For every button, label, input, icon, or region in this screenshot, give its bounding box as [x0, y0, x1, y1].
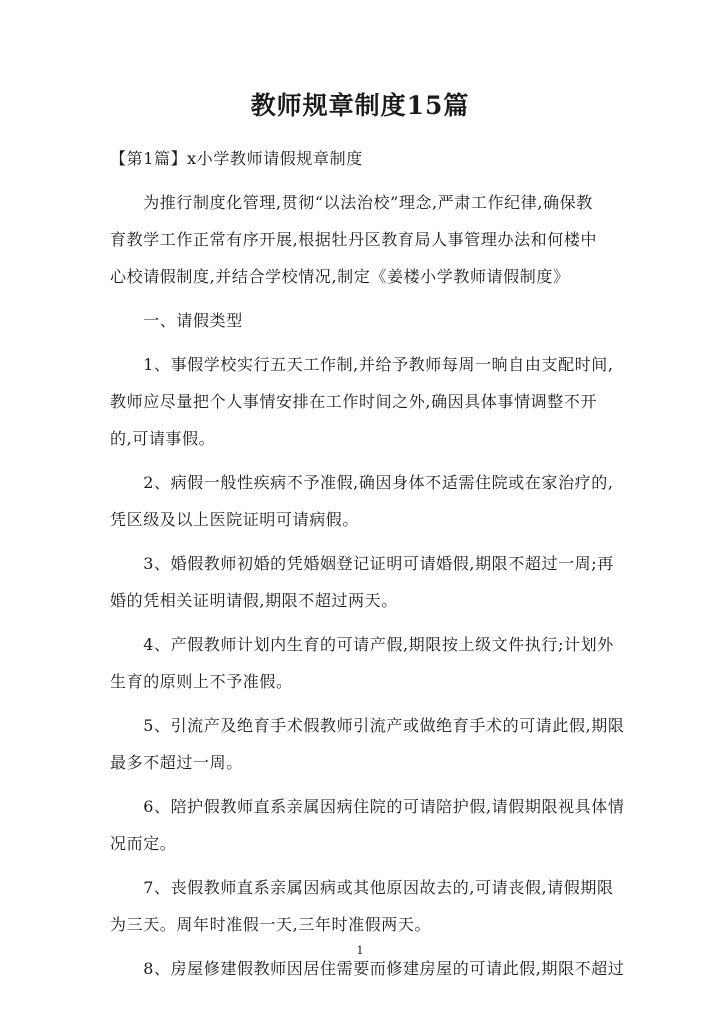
- paragraph-gap: [110, 457, 610, 464]
- text-line: 4、产假教师计划内生育的可请产假,期限按上级文件执行;计划外: [110, 635, 614, 654]
- text-line: 凭区级及以上医院证明可请病假。: [110, 510, 360, 529]
- text-line: 一、请假类型: [110, 311, 243, 330]
- paragraph-gap: [110, 339, 610, 346]
- text-line: 育教学工作正常有序开展,根据牡丹区教育局人事管理办法和何楼中: [110, 230, 598, 249]
- text-line: 为推行制度化管理,贯彻“以法治校”理念,严肃工作纪律,确保教: [110, 193, 593, 212]
- text-line: 心校请假制度,并结合学校情况,制定《姜楼小学教师请假制度》: [110, 267, 570, 286]
- document-body: [110, 140, 625, 987]
- text-line: 5、引流产及绝育手术假教师引流产或做绝育手术的可请此假,期限: [110, 716, 625, 735]
- text-line: 教师应尽量把个人事情安排在工作时间之外,确因具体事情调整不开: [110, 392, 598, 411]
- document-title: 教师规章制度15篇: [250, 91, 470, 120]
- paragraph-gap: [110, 862, 610, 869]
- text-line: 6、陪护假教师直系亲属因病住院的可请陪护假,请假期限视具体情: [110, 797, 625, 816]
- paragraph-gap: [110, 700, 610, 707]
- paragraph-gap: [110, 295, 610, 302]
- text-line: 【第1篇】x小学教师请假规章制度: [110, 149, 363, 168]
- paragraph-gap: [110, 177, 610, 184]
- paragraph-gap: [110, 538, 610, 545]
- text-line: 况而定。: [110, 834, 177, 853]
- paragraph-gap: [110, 781, 610, 788]
- text-line: 婚的凭相关证明请假,期限不超过两天。: [110, 591, 398, 610]
- text-line: 的,可请事假。: [110, 429, 216, 448]
- text-line: 8、房屋修建假教师因居住需要而修建房屋的可请此假,期限不超过: [110, 959, 625, 978]
- text-line: 3、婚假教师初婚的凭婚姻登记证明可请婚假,期限不超过一周;再: [110, 554, 614, 573]
- text-line: 最多不超过一周。: [110, 753, 243, 772]
- text-line: 生育的原则上不予准假。: [110, 672, 293, 691]
- text-line: 7、丧假教师直系亲属因病或其他原因故去的,可请丧假,请假期限: [110, 878, 614, 897]
- text-line: 1、事假学校实行五天工作制,并给予教师每周一晌自由支配时间,: [110, 355, 614, 374]
- paragraph-gap: [110, 619, 610, 626]
- text-line: 为三天。周年时准假一天,三年时准假两天。: [110, 915, 432, 934]
- page-number: 1: [356, 944, 364, 957]
- text-line: 2、病假一般性疾病不予准假,确因身体不适需住院或在家治疗的,: [110, 473, 614, 492]
